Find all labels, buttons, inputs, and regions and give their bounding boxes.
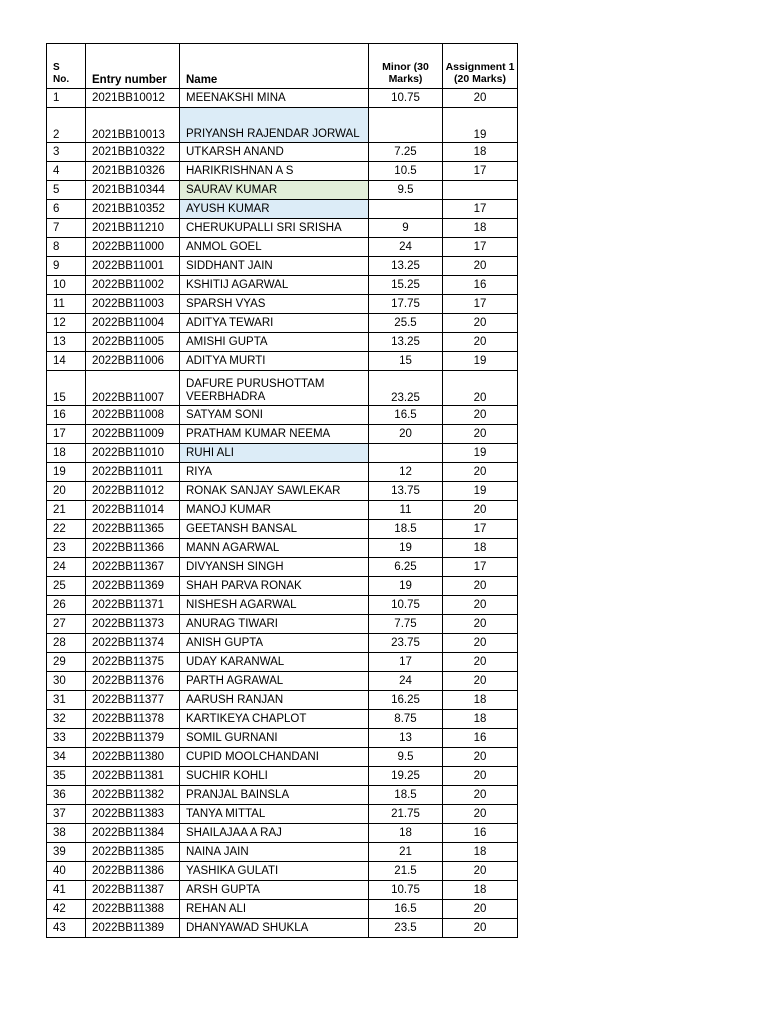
serial-number-cell: 30 [47,672,86,691]
minor-marks-cell: 17.75 [369,295,443,314]
name-cell: RIYA [180,463,369,482]
minor-marks-cell: 21.5 [369,862,443,881]
serial-number-cell: 9 [47,257,86,276]
minor-marks-cell: 23.25 [369,371,443,406]
table-row [47,200,518,219]
minor-marks-cell: 15 [369,352,443,371]
serial-number-cell: 21 [47,501,86,520]
name-cell: SHAH PARVA RONAK [180,577,369,596]
entry-number-cell: 2021BB11210 [86,219,180,238]
minor-marks-cell: 19.25 [369,767,443,786]
name-cell: PRANJAL BAINSLA [180,786,369,805]
name-cell: AMISHI GUPTA [180,333,369,352]
entry-number-cell: 2022BB11006 [86,352,180,371]
name-cell: AARUSH RANJAN [180,691,369,710]
name-cell: REHAN ALI [180,900,369,919]
minor-marks-cell: 8.75 [369,710,443,729]
assignment-marks-cell: 18 [443,881,518,900]
table-row [47,89,518,108]
entry-number-cell: 2022BB11365 [86,520,180,539]
table-row [47,520,518,539]
serial-number-cell: 18 [47,444,86,463]
table-row [47,371,518,406]
table-row [47,352,518,371]
name-cell: CUPID MOOLCHANDANI [180,748,369,767]
serial-number-cell: 41 [47,881,86,900]
name-cell: ADITYA TEWARI [180,314,369,333]
table-row [47,577,518,596]
assignment-marks-cell: 20 [443,333,518,352]
table-row [47,463,518,482]
entry-number-cell: 2022BB11386 [86,862,180,881]
table-row [47,539,518,558]
minor-marks-cell: 12 [369,463,443,482]
serial-number-cell: 11 [47,295,86,314]
name-cell: TANYA MITTAL [180,805,369,824]
serial-number-cell: 43 [47,919,86,938]
entry-number-cell: 2022BB11007 [86,371,180,406]
name-cell: RONAK SANJAY SAWLEKAR [180,482,369,501]
assignment-marks-cell: 16 [443,729,518,748]
name-cell: SATYAM SONI [180,406,369,425]
serial-number-cell: 5 [47,181,86,200]
table-row [47,919,518,938]
table-row [47,615,518,634]
entry-number-cell: 2022BB11388 [86,900,180,919]
assignment-marks-cell: 20 [443,89,518,108]
entry-number-cell: 2022BB11004 [86,314,180,333]
minor-marks-cell: 10.75 [369,881,443,900]
assignment-marks-cell: 19 [443,352,518,371]
table-row [47,238,518,257]
serial-number-cell: 20 [47,482,86,501]
minor-marks-cell: 25.5 [369,314,443,333]
serial-number-cell: 37 [47,805,86,824]
serial-number-cell: 19 [47,463,86,482]
minor-marks-cell: 18.5 [369,786,443,805]
serial-number-cell: 38 [47,824,86,843]
serial-number-cell: 8 [47,238,86,257]
minor-marks-cell: 9.5 [369,181,443,200]
entry-number-cell: 2022BB11384 [86,824,180,843]
assignment-marks-cell: 19 [443,108,518,143]
assignment-marks-cell: 18 [443,843,518,862]
serial-number-cell: 39 [47,843,86,862]
table-row [47,805,518,824]
name-cell: DHANYAWAD SHUKLA [180,919,369,938]
assignment-marks-cell: 19 [443,482,518,501]
assignment-marks-cell: 18 [443,219,518,238]
name-cell: MANOJ KUMAR [180,501,369,520]
entry-number-cell: 2021BB10013 [86,108,180,143]
table-row [47,900,518,919]
assignment-marks-cell [443,181,518,200]
serial-number-cell: 32 [47,710,86,729]
header-entry-number: Entry number [86,44,180,89]
entry-number-cell: 2022BB11377 [86,691,180,710]
table-row [47,634,518,653]
table-row [47,425,518,444]
name-cell: SAURAV KUMAR [180,181,369,200]
table-row [47,333,518,352]
assignment-marks-cell: 20 [443,786,518,805]
minor-marks-cell: 21 [369,843,443,862]
assignment-marks-cell: 16 [443,276,518,295]
table-row [47,653,518,672]
table-row [47,786,518,805]
entry-number-cell: 2022BB11373 [86,615,180,634]
table-row [47,501,518,520]
name-cell: ANMOL GOEL [180,238,369,257]
table-row [47,596,518,615]
name-cell: SPARSH VYAS [180,295,369,314]
assignment-marks-cell: 18 [443,539,518,558]
table-row [47,767,518,786]
minor-marks-cell [369,108,443,143]
minor-marks-cell: 23.5 [369,919,443,938]
serial-number-cell: 26 [47,596,86,615]
minor-marks-cell: 9.5 [369,748,443,767]
minor-marks-cell: 13.25 [369,257,443,276]
table-row [47,295,518,314]
minor-marks-cell: 7.75 [369,615,443,634]
assignment-marks-cell: 20 [443,463,518,482]
entry-number-cell: 2022BB11005 [86,333,180,352]
entry-number-cell: 2022BB11380 [86,748,180,767]
assignment-marks-cell: 20 [443,314,518,333]
assignment-marks-cell: 18 [443,143,518,162]
entry-number-cell: 2022BB11387 [86,881,180,900]
minor-marks-cell: 18 [369,824,443,843]
minor-marks-cell [369,200,443,219]
assignment-marks-cell: 20 [443,425,518,444]
minor-marks-cell: 13.25 [369,333,443,352]
table-row [47,691,518,710]
entry-number-cell: 2021BB10322 [86,143,180,162]
serial-number-cell: 29 [47,653,86,672]
name-cell: UTKARSH ANAND [180,143,369,162]
serial-number-cell: 25 [47,577,86,596]
entry-number-cell: 2022BB11367 [86,558,180,577]
name-cell: UDAY KARANWAL [180,653,369,672]
serial-number-cell: 2 [47,108,86,143]
assignment-marks-cell: 20 [443,257,518,276]
entry-number-cell: 2022BB11381 [86,767,180,786]
entry-number-cell: 2022BB11014 [86,501,180,520]
minor-marks-cell: 16.25 [369,691,443,710]
minor-marks-cell: 23.75 [369,634,443,653]
entry-number-cell: 2022BB11011 [86,463,180,482]
name-cell: DAFURE PURUSHOTTAM VEERBHADRA [180,371,369,406]
minor-marks-cell: 16.5 [369,406,443,425]
minor-marks-cell: 24 [369,238,443,257]
table-row [47,406,518,425]
serial-number-cell: 4 [47,162,86,181]
assignment-marks-cell: 20 [443,767,518,786]
minor-marks-cell: 13 [369,729,443,748]
name-cell: PARTH AGRAWAL [180,672,369,691]
name-cell: ARSH GUPTA [180,881,369,900]
name-cell: SIDDHANT JAIN [180,257,369,276]
serial-number-cell: 24 [47,558,86,577]
entry-number-cell: 2022BB11008 [86,406,180,425]
assignment-marks-cell: 16 [443,824,518,843]
entry-number-cell: 2022BB11378 [86,710,180,729]
entry-number-cell: 2022BB11389 [86,919,180,938]
minor-marks-cell: 7.25 [369,143,443,162]
minor-marks-cell: 18.5 [369,520,443,539]
name-cell: KSHITIJ AGARWAL [180,276,369,295]
name-cell: SHAILAJAA A RAJ [180,824,369,843]
table-row [47,444,518,463]
name-cell: YASHIKA GULATI [180,862,369,881]
name-cell: RUHI ALI [180,444,369,463]
entry-number-cell: 2022BB11369 [86,577,180,596]
entry-number-cell: 2022BB11366 [86,539,180,558]
name-cell: MEENAKSHI MINA [180,89,369,108]
assignment-marks-cell: 17 [443,238,518,257]
minor-marks-cell: 16.5 [369,900,443,919]
assignment-marks-cell: 20 [443,634,518,653]
name-cell: ANURAG TIWARI [180,615,369,634]
serial-number-cell: 14 [47,352,86,371]
name-cell: SUCHIR KOHLI [180,767,369,786]
name-cell: DIVYANSH SINGH [180,558,369,577]
assignment-marks-cell: 20 [443,805,518,824]
name-cell: HARIKRISHNAN A S [180,162,369,181]
name-cell: CHERUKUPALLI SRI SRISHA [180,219,369,238]
serial-number-cell: 16 [47,406,86,425]
serial-number-cell: 13 [47,333,86,352]
entry-number-cell: 2022BB11374 [86,634,180,653]
assignment-marks-cell: 17 [443,520,518,539]
serial-number-cell: 34 [47,748,86,767]
table-row [47,862,518,881]
assignment-marks-cell: 18 [443,691,518,710]
entry-number-cell: 2021BB10344 [86,181,180,200]
serial-number-cell: 10 [47,276,86,295]
entry-number-cell: 2022BB11383 [86,805,180,824]
minor-marks-cell: 6.25 [369,558,443,577]
assignment-marks-cell: 20 [443,406,518,425]
serial-number-cell: 22 [47,520,86,539]
minor-marks-cell: 15.25 [369,276,443,295]
assignment-marks-cell: 20 [443,577,518,596]
entry-number-cell: 2022BB11379 [86,729,180,748]
serial-number-cell: 1 [47,89,86,108]
minor-marks-cell [369,444,443,463]
marks-table [46,43,518,938]
serial-number-cell: 15 [47,371,86,406]
table-row [47,748,518,767]
table-row [47,843,518,862]
assignment-marks-cell: 20 [443,371,518,406]
entry-number-cell: 2022BB11382 [86,786,180,805]
table-row [47,314,518,333]
minor-marks-cell: 10.5 [369,162,443,181]
serial-number-cell: 42 [47,900,86,919]
table-row [47,162,518,181]
table-row [47,219,518,238]
serial-number-cell: 33 [47,729,86,748]
name-cell: KARTIKEYA CHAPLOT [180,710,369,729]
assignment-marks-cell: 20 [443,748,518,767]
minor-marks-cell: 19 [369,539,443,558]
name-cell: MANN AGARWAL [180,539,369,558]
assignment-marks-cell: 17 [443,295,518,314]
entry-number-cell: 2021BB10012 [86,89,180,108]
name-cell: ADITYA MURTI [180,352,369,371]
serial-number-cell: 35 [47,767,86,786]
table-row [47,672,518,691]
serial-number-cell: 17 [47,425,86,444]
table-row [47,257,518,276]
assignment-marks-cell: 20 [443,900,518,919]
assignment-marks-cell: 20 [443,653,518,672]
name-cell: PRIYANSH RAJENDAR JORWAL [180,108,369,143]
table-row [47,276,518,295]
serial-number-cell: 6 [47,200,86,219]
minor-marks-cell: 9 [369,219,443,238]
minor-marks-cell: 21.75 [369,805,443,824]
table-row [47,729,518,748]
serial-number-cell: 31 [47,691,86,710]
assignment-marks-cell: 17 [443,200,518,219]
minor-marks-cell: 10.75 [369,596,443,615]
name-cell: NISHESH AGARWAL [180,596,369,615]
minor-marks-cell: 19 [369,577,443,596]
assignment-marks-cell: 17 [443,162,518,181]
serial-number-cell: 23 [47,539,86,558]
name-cell: AYUSH KUMAR [180,200,369,219]
name-cell: NAINA JAIN [180,843,369,862]
assignment-marks-cell: 20 [443,862,518,881]
entry-number-cell: 2022BB11385 [86,843,180,862]
table-row [47,108,518,143]
serial-number-cell: 27 [47,615,86,634]
minor-marks-cell: 11 [369,501,443,520]
assignment-marks-cell: 20 [443,615,518,634]
header-minor-marks: Minor (30 Marks) [369,44,443,89]
serial-number-cell: 28 [47,634,86,653]
minor-marks-cell: 13.75 [369,482,443,501]
serial-number-cell: 7 [47,219,86,238]
entry-number-cell: 2022BB11371 [86,596,180,615]
assignment-marks-cell: 20 [443,919,518,938]
assignment-marks-cell: 17 [443,558,518,577]
header-serial-number: S No. [47,44,86,89]
table-row [47,824,518,843]
name-cell: SOMIL GURNANI [180,729,369,748]
assignment-marks-cell: 20 [443,596,518,615]
minor-marks-cell: 17 [369,653,443,672]
name-cell: ANISH GUPTA [180,634,369,653]
table-row [47,881,518,900]
assignment-marks-cell: 18 [443,710,518,729]
entry-number-cell: 2022BB11001 [86,257,180,276]
entry-number-cell: 2021BB10326 [86,162,180,181]
name-cell: PRATHAM KUMAR NEEMA [180,425,369,444]
entry-number-cell: 2022BB11010 [86,444,180,463]
entry-number-cell: 2021BB10352 [86,200,180,219]
entry-number-cell: 2022BB11002 [86,276,180,295]
entry-number-cell: 2022BB11009 [86,425,180,444]
serial-number-cell: 36 [47,786,86,805]
table-body [47,89,518,938]
assignment-marks-cell: 20 [443,672,518,691]
entry-number-cell: 2022BB11012 [86,482,180,501]
serial-number-cell: 3 [47,143,86,162]
entry-number-cell: 2022BB11003 [86,295,180,314]
entry-number-cell: 2022BB11375 [86,653,180,672]
entry-number-cell: 2022BB11376 [86,672,180,691]
header-name: Name [180,44,369,89]
assignment-marks-cell: 19 [443,444,518,463]
minor-marks-cell: 20 [369,425,443,444]
table-row [47,710,518,729]
table-row [47,482,518,501]
minor-marks-cell: 24 [369,672,443,691]
name-cell: GEETANSH BANSAL [180,520,369,539]
table-row [47,143,518,162]
table-row [47,181,518,200]
header-row [47,44,518,89]
assignment-marks-cell: 20 [443,501,518,520]
table-row [47,558,518,577]
entry-number-cell: 2022BB11000 [86,238,180,257]
serial-number-cell: 12 [47,314,86,333]
header-assignment-marks: Assignment 1 (20 Marks) [443,44,518,89]
serial-number-cell: 40 [47,862,86,881]
minor-marks-cell: 10.75 [369,89,443,108]
